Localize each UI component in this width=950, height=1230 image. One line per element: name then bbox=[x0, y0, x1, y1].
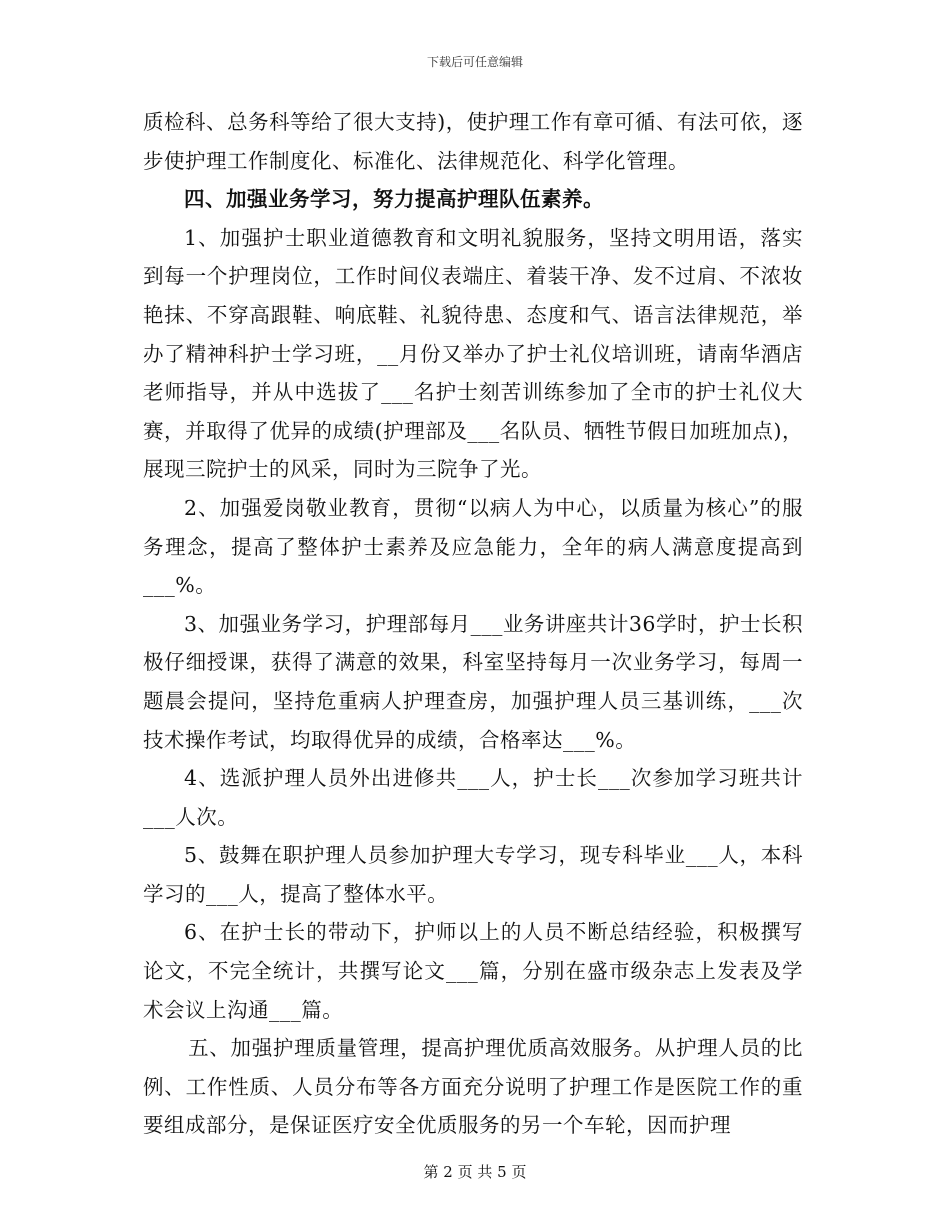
paragraph-item-1: 1、加强护士职业道德教育和文明礼貌服务，坚持文明用语，落实到每一个护理岗位，工作时间仪表端庄、着装干净、发不过肩、不浓妆艳抹、不穿高跟鞋、响底鞋、礼貌待患、态度和气、语言法律规范，举办了精神科护士学习班，__月份又举办了护士礼仪培训班，请南华酒店老师指导，并从中选拔了___名护士刻苦训练参加了全市的护士礼仪大赛，并取得了优异的成绩(护理部及___名队员、牺牲节假日加班加点)，展现三院护士的风采，同时为三院争了光。 bbox=[143, 225, 803, 482]
paragraph-item-6: 6、在护士长的带动下，护师以上的人员不断总结经验，积极撰写论文，不完全统计，共撰写论文___篇，分别在盛市级杂志上发表及学术会议上沟通___篇。 bbox=[143, 920, 803, 1022]
paragraph-item-4: 4、选派护理人员外出进修共___人，护士长___次参加学习班共计___人次。 bbox=[143, 766, 803, 829]
section-heading-4: 四、加强业务学习，努力提高护理队伍素养。 bbox=[184, 187, 604, 212]
page-header: 下载后可任意编辑 bbox=[426, 55, 523, 69]
page-footer: 第 2 页 共 5 页 bbox=[423, 1163, 527, 1181]
paragraph-continuation: 质检科、总务科等给了很大支持)，使护理工作有章可循、有法可依，逐步使护理工作制度化、标准化、法律规范化、科学化管理。 bbox=[143, 110, 803, 173]
document-body bbox=[143, 103, 803, 1145]
paragraph-item-3: 3、加强业务学习，护理部每月___业务讲座共计36学时，护士长积极仔细授课，获得了满意的效果，科室坚持每月一次业务学习，每周一题晨会提问，坚持危重病人护理查房，加强护理人员三基训练，___次技术操作考试，均取得优异的成绩，合格率达___%。 bbox=[143, 611, 803, 752]
paragraph-item-2: 2、加强爱岗敬业教育，贯彻“以病人为中心，以质量为核心”的服务理念，提高了整体护士素养及应急能力，全年的病人满意度提高到___%。 bbox=[143, 495, 803, 598]
paragraph-item-5: 5、鼓舞在职护理人员参加护理大专学习，现专科毕业___人，本科学习的___人，提高了整体水平。 bbox=[143, 843, 803, 906]
section-5-paragraph: 五、加强护理质量管理，提高护理优质高效服务。从护理人员的比例、工作性质、人员分布等各方面充分说明了护理工作是医院工作的重要组成部分，是保证医疗安全优质服务的另一个车轮，因而护理 bbox=[143, 1036, 803, 1138]
